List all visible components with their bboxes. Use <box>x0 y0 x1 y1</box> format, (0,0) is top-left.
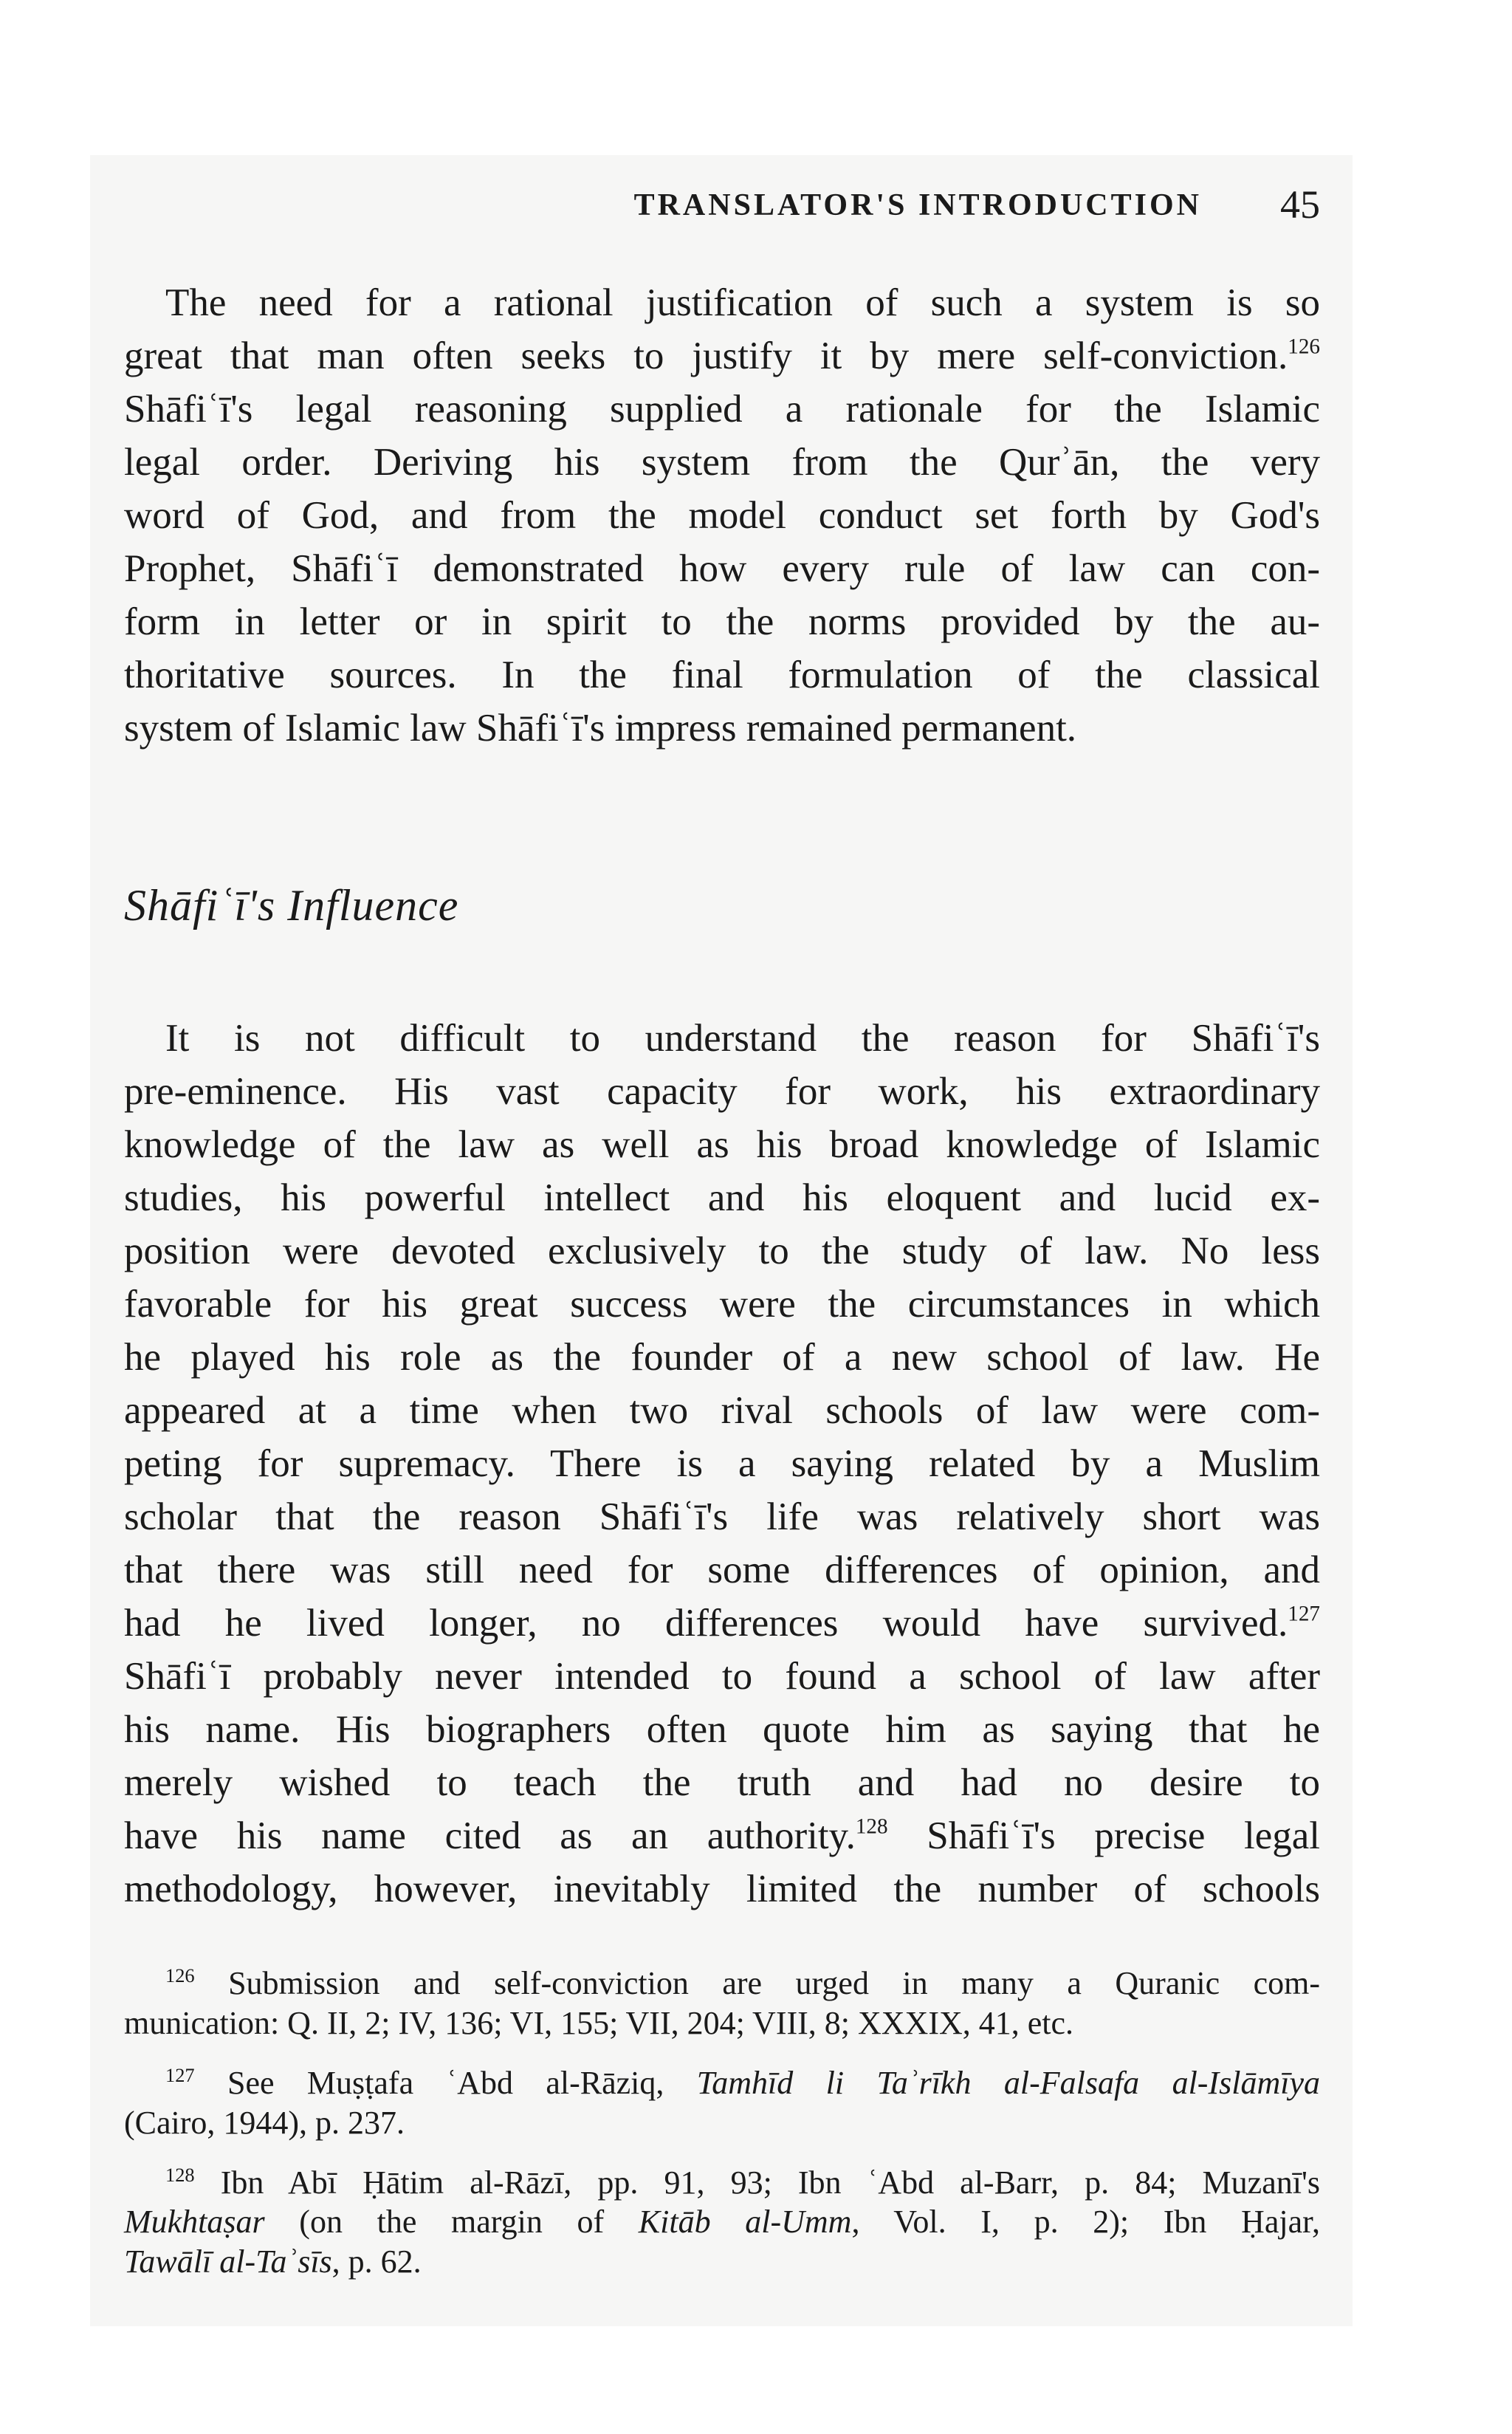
text-line: he played his role as the founder of a new school of law. He <box>124 1336 1320 1379</box>
text-line: position were devoted exclusively to the study of law. No less <box>124 1230 1320 1272</box>
text-line: word of God, and from the model conduct set forth by God's <box>124 494 1320 537</box>
text-line: that there was still need for some differences of opinion, and <box>124 1549 1320 1591</box>
text-line: Shāfiʿī's legal reasoning supplied a rationale for the Islamic <box>124 388 1320 431</box>
text-line: studies, his powerful intellect and his eloquent and lucid ex- <box>124 1176 1320 1219</box>
text-line: system of Islamic law Shāfiʿī's impress remained permanent. <box>124 707 1077 750</box>
text-line: have his name cited as an authority.$^{128}$ Shāfiʿī's precise legal <box>124 1814 1321 1857</box>
footnote-mark: 127 <box>165 2063 195 2086</box>
text-line: had he lived longer, no differences would have survived.$^{127}$ <box>124 1602 1320 1645</box>
text-line: pre-eminence. His vast capacity for work, his extraordinary <box>124 1070 1320 1113</box>
text-line: thoritative sources. In the final formulation of the classical <box>124 654 1320 696</box>
text-line: Prophet, Shāfiʿī demonstrated how every rule of law can con- <box>124 547 1320 590</box>
footnote-ref-126[interactable]: 126 <box>1288 335 1320 359</box>
text-line: Shāfiʿī probably never intended to found a school of law after <box>124 1655 1320 1698</box>
text-line: his name. His biographers often quote him as saying that he <box>124 1708 1320 1751</box>
text-line: great that man often seeks to justify it by mere self-conviction.$^{126}$ <box>124 335 1320 377</box>
footnote-128: $^{128}$ Ibn Abī Ḥātim al-Rāzī, pp. 91, 93; Ibn ʿAbd al-Barr, p. 84; Muzanī's Mukhtaṣar (on the margin of Kitāb al-Umm, Vol. I, p. 2); Ibn Ḥajar, Tawālī al-Taʾsīs, p. 62. <box>124 2163 1321 2280</box>
page-number: 45 <box>1280 182 1320 227</box>
running-head <box>124 182 1320 235</box>
text-line: scholar that the reason Shāfiʿī's life was relatively short was <box>124 1495 1320 1538</box>
footnote-mark: 126 <box>165 1964 195 1986</box>
footnote-126: $^{126}$ Submission and self-conviction are urged in many a Quranic com- munication: Q. II, 2; IV, 136; VI, 155; VII, 204; VIII, 8; XXXIX, 41, etc. <box>124 1964 1320 2041</box>
text-line: favorable for his great success were the circumstances in which <box>124 1283 1320 1326</box>
text-line: peting for supremacy. There is a saying related by a Muslim <box>124 1442 1320 1485</box>
paragraph-1 <box>124 276 1320 755</box>
text-line: It is not difficult to understand the reason for Shāfiʿī's <box>165 1017 1320 1060</box>
section-heading: Shāfiʿī's Influence <box>124 881 459 930</box>
text-line: appeared at a time when two rival schools of law were com- <box>124 1389 1320 1432</box>
text-line: methodology, however, inevitably limited the number of schools <box>124 1868 1320 1910</box>
running-title: TRANSLATOR'S INTRODUCTION <box>633 188 1202 222</box>
text-line: knowledge of the law as well as his broad knowledge of Islamic <box>124 1123 1320 1166</box>
footnotes <box>124 1955 1320 2294</box>
text-line: legal order. Deriving his system from the Qurʾān, the very <box>124 441 1320 484</box>
paragraph-2 <box>124 1012 1320 1916</box>
text-line: form in letter or in spirit to the norms provided by the au- <box>124 600 1320 643</box>
footnote-ref-128[interactable]: 128 <box>855 1814 888 1839</box>
footnote-ref-127[interactable]: 127 <box>1288 1602 1320 1626</box>
text-line: The need for a rational justification of such a system is so <box>165 281 1320 324</box>
footnote-127: $^{127}$ See Muṣṭafa ʿAbd al-Rāziq, Tamhīd li Taʾrīkh al-Falsafa al-Islāmīya (Cairo, 1944), p. 237. <box>124 2063 1320 2141</box>
text-line: merely wished to teach the truth and had no desire to <box>124 1761 1320 1804</box>
footnote-mark: 128 <box>165 2163 195 2186</box>
